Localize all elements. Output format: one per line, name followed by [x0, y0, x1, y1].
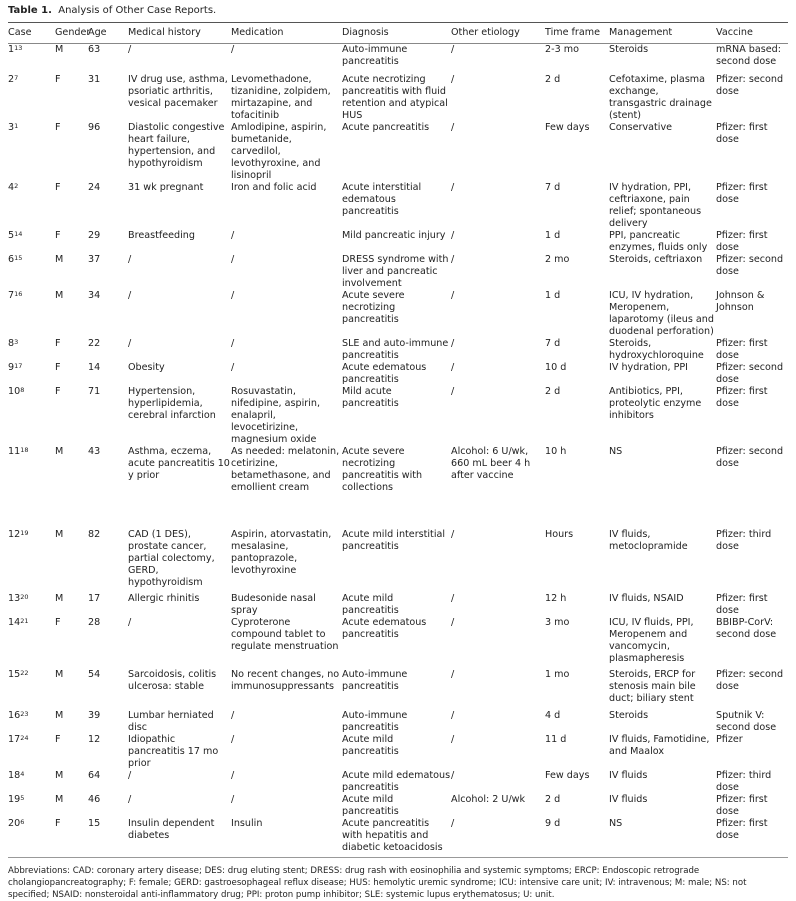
- column-header: Medication: [231, 27, 284, 38]
- table-row: [8, 593, 788, 617]
- etiology-cell: /: [451, 616, 455, 628]
- table-row: [8, 617, 788, 669]
- time-cell: 2-3 mo: [545, 44, 579, 55]
- gender-cell: M: [55, 445, 64, 457]
- case-number: 11: [8, 445, 21, 457]
- reference-number: 23: [20, 709, 29, 718]
- age-cell: 28: [88, 616, 101, 628]
- age-cell: 46: [88, 793, 101, 805]
- column-header: Other etiology: [451, 27, 520, 38]
- diagnosis-cell: Acute severe necrotizing pancreatitis with collections: [342, 445, 423, 493]
- reference-number: 20: [20, 592, 29, 601]
- age-cell: 29: [88, 229, 101, 241]
- medication-cell: /: [231, 769, 235, 781]
- etiology-cell: /: [451, 73, 455, 85]
- time-cell: 9 d: [545, 817, 561, 829]
- management-cell: IV fluids, NSAID: [609, 592, 684, 604]
- medication-cell: /: [231, 253, 235, 265]
- vaccine-cell: Pfizer: first dose: [716, 385, 768, 409]
- vaccine-cell: Pfizer: first dose: [716, 229, 768, 253]
- medication-cell: Iron and folic acid: [231, 181, 317, 193]
- header-row: [8, 23, 788, 44]
- case-number: 2: [8, 73, 15, 85]
- age-cell: 12: [88, 733, 101, 745]
- gender-cell: F: [55, 385, 61, 397]
- history-cell: /: [128, 44, 132, 55]
- history-cell: Lumbar herniated disc: [128, 709, 214, 733]
- gender-cell: F: [55, 733, 61, 745]
- management-cell: IV fluids, Famotidine, and Maalox: [609, 733, 710, 757]
- diagnosis-cell: Acute pancreatitis with hepatitis and diabetic ketoacidosis: [342, 817, 443, 853]
- medication-cell: /: [231, 733, 235, 745]
- age-cell: 71: [88, 385, 101, 397]
- medication-cell: /: [231, 44, 235, 55]
- etiology-cell: /: [451, 592, 455, 604]
- table-row: [8, 818, 788, 858]
- etiology-cell: /: [451, 668, 455, 680]
- vaccine-cell: Pfizer: second dose: [716, 668, 784, 692]
- reference-number: 5: [20, 793, 25, 802]
- case-cell: [8, 44, 55, 74]
- diagnosis-cell: Acute mild interstitial pancreatitis: [342, 528, 446, 552]
- age-cell: 43: [88, 445, 101, 457]
- gender-cell: F: [55, 616, 61, 628]
- case-number: 3: [8, 121, 15, 133]
- case-number: 4: [8, 181, 15, 193]
- time-cell: 7 d: [545, 337, 561, 349]
- vaccine-cell: Pfizer: [716, 733, 743, 745]
- time-cell: 7 d: [545, 181, 561, 193]
- diagnosis-cell: Acute mild edematous pancreatitis: [342, 769, 451, 793]
- case-number: 16: [8, 709, 21, 721]
- case-cell: [8, 182, 55, 230]
- management-cell: Cefotaxime, plasma exchange, transgastric drainage (stent): [609, 73, 712, 121]
- time-cell: 1 d: [545, 229, 561, 241]
- history-cell: /: [128, 253, 132, 265]
- reference-number: 6: [20, 817, 25, 826]
- medication-cell: Budesonide nasal spray: [231, 592, 316, 616]
- medication-cell: Insulin: [231, 817, 263, 829]
- history-cell: Insulin dependent diabetes: [128, 817, 215, 841]
- history-cell: /: [128, 337, 132, 349]
- diagnosis-cell: Acute pancreatitis: [342, 121, 430, 133]
- gender-cell: F: [55, 337, 61, 349]
- medication-cell: No recent changes, no immunosuppressants: [231, 668, 340, 692]
- management-cell: Conservative: [609, 121, 673, 133]
- vaccine-cell: Pfizer: second dose: [716, 253, 784, 277]
- case-cell: [8, 529, 55, 593]
- etiology-cell: /: [451, 733, 455, 745]
- history-cell: Asthma, eczema, acute pancreatitis 10 y prior: [128, 445, 230, 481]
- gender-cell: F: [55, 181, 61, 193]
- case-number: 19: [8, 793, 21, 805]
- column-header: Time frame: [545, 27, 600, 38]
- history-cell: /: [128, 616, 132, 628]
- age-cell: 14: [88, 361, 101, 373]
- gender-cell: F: [55, 817, 61, 829]
- medication-cell: /: [231, 337, 235, 349]
- diagnosis-cell: Acute necrotizing pancreatitis with fluid retention and atypical HUS: [342, 73, 448, 121]
- vaccine-cell: Pfizer: first dose: [716, 817, 768, 841]
- age-cell: 64: [88, 769, 101, 781]
- management-cell: Steroids, hydroxychloroquine: [609, 337, 704, 361]
- gender-cell: F: [55, 121, 61, 133]
- table-row: [8, 182, 788, 230]
- reference-number: 22: [20, 668, 29, 677]
- reference-number: 7: [14, 73, 19, 82]
- medication-cell: Aspirin, atorvastatin, mesalasine, pantoprazole, levothyroxine: [231, 528, 332, 576]
- diagnosis-cell: Acute mild pancreatitis: [342, 592, 399, 616]
- age-cell: 15: [88, 817, 101, 829]
- reference-number: 4: [20, 769, 25, 778]
- reference-number: 13: [14, 44, 23, 52]
- table-row: [8, 770, 788, 794]
- vaccine-cell: mRNA based: second dose: [716, 44, 781, 67]
- vaccine-cell: Pfizer: third dose: [716, 528, 772, 552]
- reference-number: 3: [14, 337, 19, 346]
- history-cell: CAD (1 DES), prostate cancer, partial colectomy, GERD, hypothyroidism: [128, 528, 215, 588]
- case-cell: [8, 386, 55, 446]
- diagnosis-cell: DRESS syndrome with liver and pancreatic involvement: [342, 253, 449, 289]
- table-row: [8, 446, 788, 529]
- history-cell: Breastfeeding: [128, 229, 195, 241]
- medication-cell: Rosuvastatin, nifedipine, aspirin, enalapril, levocetirizine, magnesium oxide: [231, 385, 320, 445]
- vaccine-cell: Pfizer: first dose: [716, 337, 768, 361]
- diagnosis-cell: Acute severe necrotizing pancreatitis: [342, 289, 405, 325]
- column-header: Diagnosis: [342, 27, 389, 38]
- reference-number: 19: [20, 528, 29, 537]
- history-cell: IV drug use, asthma, psoriatic arthritis, vesical pacemaker: [128, 73, 228, 109]
- etiology-cell: /: [451, 289, 455, 301]
- case-cell: [8, 362, 55, 386]
- case-number: 6: [8, 253, 15, 265]
- case-cell: [8, 290, 55, 338]
- diagnosis-cell: SLE and auto-immune pancreatitis: [342, 337, 449, 361]
- reference-number: 1: [14, 121, 19, 130]
- table-row: [8, 794, 788, 818]
- vaccine-cell: Pfizer: first dose: [716, 181, 768, 205]
- history-cell: Allergic rhinitis: [128, 592, 200, 604]
- management-cell: ICU, IV fluids, PPI, Meropenem and vancomycin, plasmapheresis: [609, 616, 694, 664]
- case-cell: [8, 338, 55, 362]
- table-caption: [8, 4, 788, 18]
- diagnosis-cell: Acute edematous pancreatitis: [342, 361, 427, 385]
- case-number: 20: [8, 817, 21, 829]
- case-cell: [8, 710, 55, 734]
- case-cell: [8, 669, 55, 710]
- case-cell: [8, 818, 55, 858]
- management-cell: IV fluids: [609, 769, 648, 781]
- table-row: [8, 44, 788, 74]
- diagnosis-cell: Auto-immune pancreatitis: [342, 668, 408, 692]
- case-cell: [8, 617, 55, 669]
- etiology-cell: /: [451, 528, 455, 540]
- case-cell: [8, 770, 55, 794]
- abbreviations-note: Abbreviations: CAD: coronary artery disease; DES: drug eluting stent; DRESS: drug rash with eosinophilia and systemic symptoms; ERCP: Endoscopic retrograde cholangiopancreatography; F: female; GERD: gastroesophageal reflux disease; HUS: hemolytic uremic syndrome; ICU: intensive care unit; IV: intravenous; M: male; NS: not specified; NSAID: nonsteroidal anti-inflammatory drug; PPI: proton pump inhibitor; SLE: systemic lupus erythematosus; U: unit.: [8, 866, 747, 900]
- table-title: Analysis of Other Case Reports.: [58, 5, 217, 16]
- table-row: [8, 74, 788, 122]
- management-cell: IV fluids, metoclopramide: [609, 528, 688, 552]
- time-cell: 10 h: [545, 445, 567, 457]
- case-number: 10: [8, 385, 21, 397]
- table-row: [8, 386, 788, 446]
- management-cell: Steroids: [609, 709, 649, 721]
- table-figure: [8, 4, 788, 901]
- age-cell: 54: [88, 668, 101, 680]
- case-number: 12: [8, 528, 21, 540]
- diagnosis-cell: Acute edematous pancreatitis: [342, 616, 427, 640]
- table-row: [8, 710, 788, 734]
- medication-cell: Amlodipine, aspirin, bumetanide, carvedilol, levothyroxine, and lisinopril: [231, 121, 327, 181]
- table-row: [8, 290, 788, 338]
- gender-cell: M: [55, 592, 64, 604]
- time-cell: 3 mo: [545, 616, 570, 628]
- column-header: Medical history: [128, 27, 201, 38]
- case-cell: [8, 254, 55, 290]
- history-cell: 31 wk pregnant: [128, 181, 204, 193]
- case-number: 17: [8, 733, 21, 745]
- gender-cell: M: [55, 528, 64, 540]
- vaccine-cell: Johnson & Johnson: [716, 289, 765, 313]
- gender-cell: M: [55, 289, 64, 301]
- table-row: [8, 338, 788, 362]
- reference-number: 18: [20, 445, 29, 454]
- age-cell: 22: [88, 337, 101, 349]
- etiology-cell: /: [451, 253, 455, 265]
- case-number: 15: [8, 668, 21, 680]
- etiology-cell: /: [451, 181, 455, 193]
- history-cell: /: [128, 769, 132, 781]
- management-cell: Steroids: [609, 44, 649, 55]
- case-cell: [8, 794, 55, 818]
- time-cell: 2 mo: [545, 253, 570, 265]
- age-cell: 24: [88, 181, 101, 193]
- etiology-cell: /: [451, 709, 455, 721]
- vaccine-cell: Pfizer: second dose: [716, 361, 784, 385]
- reference-number: 24: [20, 733, 29, 742]
- time-cell: 10 d: [545, 361, 567, 373]
- column-header: Case: [8, 27, 32, 38]
- history-cell: /: [128, 289, 132, 301]
- reference-number: 8: [20, 385, 25, 394]
- diagnosis-cell: Acute mild pancreatitis: [342, 793, 399, 817]
- reference-number: 15: [14, 253, 23, 262]
- management-cell: Antibiotics, PPI, proteolytic enzyme inhibitors: [609, 385, 702, 421]
- etiology-cell: /: [451, 817, 455, 829]
- time-cell: 12 h: [545, 592, 567, 604]
- management-cell: IV hydration, PPI: [609, 361, 688, 373]
- history-cell: Sarcoidosis, colitis ulcerosa: stable: [128, 668, 217, 692]
- etiology-cell: /: [451, 44, 455, 55]
- management-cell: Steroids, ERCP for stenosis main bile duct; biliary stent: [609, 668, 696, 704]
- column-header: Age: [88, 27, 107, 38]
- case-cell: [8, 122, 55, 182]
- vaccine-cell: Pfizer: second dose: [716, 73, 784, 97]
- age-cell: 34: [88, 289, 101, 301]
- gender-cell: F: [55, 229, 61, 241]
- vaccine-cell: Pfizer: first dose: [716, 793, 768, 817]
- gender-cell: M: [55, 769, 64, 781]
- medication-cell: Cyproterone compound tablet to regulate menstruation: [231, 616, 339, 652]
- age-cell: 96: [88, 121, 101, 133]
- vaccine-cell: Pfizer: second dose: [716, 445, 784, 469]
- medication-cell: /: [231, 709, 235, 721]
- reference-number: 21: [20, 616, 29, 625]
- case-number: 5: [8, 229, 15, 241]
- etiology-cell: /: [451, 361, 455, 373]
- table-row: [8, 254, 788, 290]
- medication-cell: /: [231, 289, 235, 301]
- time-cell: 2 d: [545, 385, 561, 397]
- reference-number: 16: [14, 289, 23, 298]
- vaccine-cell: Pfizer: third dose: [716, 769, 772, 793]
- case-number: 18: [8, 769, 21, 781]
- etiology-cell: /: [451, 121, 455, 133]
- management-cell: ICU, IV hydration, Meropenem, laparotomy (ileus and duodenal perforation): [609, 289, 714, 337]
- history-cell: Diastolic congestive heart failure, hypertension, and hypothyroidism: [128, 121, 225, 169]
- gender-cell: M: [55, 253, 64, 265]
- reference-number: 14: [14, 229, 23, 238]
- table-row: [8, 230, 788, 254]
- etiology-cell: /: [451, 769, 455, 781]
- time-cell: Few days: [545, 121, 590, 133]
- gender-cell: F: [55, 361, 61, 373]
- age-cell: 82: [88, 528, 101, 540]
- age-cell: 31: [88, 73, 101, 85]
- time-cell: Few days: [545, 769, 590, 781]
- diagnosis-cell: Acute interstitial edematous pancreatitis: [342, 181, 422, 217]
- history-cell: Idiopathic pancreatitis 17 mo prior: [128, 733, 219, 769]
- etiology-cell: Alcohol: 6 U/wk, 660 mL beer 4 h after vaccine: [451, 445, 531, 481]
- etiology-cell: /: [451, 337, 455, 349]
- age-cell: 37: [88, 253, 101, 265]
- management-cell: NS: [609, 817, 623, 829]
- management-cell: IV hydration, PPI, ceftriaxone, pain relief; spontaneous delivery: [609, 181, 702, 229]
- management-cell: PPI, pancreatic enzymes, fluids only: [609, 229, 708, 253]
- age-cell: 63: [88, 44, 101, 55]
- gender-cell: M: [55, 44, 64, 55]
- table-label: Table 1.: [8, 5, 52, 16]
- time-cell: 1 mo: [545, 668, 570, 680]
- vaccine-cell: Pfizer: first dose: [716, 121, 768, 145]
- vaccine-cell: Sputnik V: second dose: [716, 709, 777, 733]
- case-number: 8: [8, 337, 15, 349]
- reference-number: 2: [14, 181, 19, 190]
- vaccine-cell: BBIBP-CorV: second dose: [716, 616, 777, 640]
- medication-cell: As needed: melatonin, cetirizine, betamethasone, and emollient cream: [231, 445, 340, 493]
- diagnosis-cell: Acute mild pancreatitis: [342, 733, 399, 757]
- management-cell: IV fluids: [609, 793, 648, 805]
- history-cell: /: [128, 793, 132, 805]
- history-cell: Obesity: [128, 361, 165, 373]
- gender-cell: M: [55, 709, 64, 721]
- gender-cell: M: [55, 668, 64, 680]
- management-cell: Steroids, ceftriaxon: [609, 253, 703, 265]
- table-row: [8, 529, 788, 593]
- time-cell: 11 d: [545, 733, 567, 745]
- case-reports-table: [8, 22, 788, 858]
- case-cell: [8, 734, 55, 770]
- etiology-cell: /: [451, 229, 455, 241]
- table-row: [8, 734, 788, 770]
- time-cell: Hours: [545, 528, 574, 540]
- age-cell: 39: [88, 709, 101, 721]
- management-cell: NS: [609, 445, 623, 457]
- table-body: [8, 44, 788, 858]
- column-header: Management: [609, 27, 673, 38]
- vaccine-cell: Pfizer: first dose: [716, 592, 768, 616]
- time-cell: 2 d: [545, 793, 561, 805]
- time-cell: 4 d: [545, 709, 561, 721]
- gender-cell: M: [55, 793, 64, 805]
- case-number: 7: [8, 289, 15, 301]
- medication-cell: Levomethadone, tizanidine, zolpidem, mirtazapine, and tofacitinib: [231, 73, 331, 121]
- diagnosis-cell: Auto-immune pancreatitis: [342, 44, 408, 67]
- case-cell: [8, 446, 55, 529]
- diagnosis-cell: Mild acute pancreatitis: [342, 385, 399, 409]
- history-cell: Hypertension, hyperlipidemia, cerebral infarction: [128, 385, 216, 421]
- etiology-cell: /: [451, 385, 455, 397]
- age-cell: 17: [88, 592, 101, 604]
- medication-cell: /: [231, 793, 235, 805]
- time-cell: 2 d: [545, 73, 561, 85]
- case-cell: [8, 593, 55, 617]
- reference-number: 17: [14, 361, 23, 370]
- column-header: Gender: [55, 27, 91, 38]
- diagnosis-cell: Auto-immune pancreatitis: [342, 709, 408, 733]
- medication-cell: /: [231, 361, 235, 373]
- gender-cell: F: [55, 73, 61, 85]
- medication-cell: /: [231, 229, 235, 241]
- case-number: 1: [8, 44, 15, 55]
- diagnosis-cell: Mild pancreatic injury: [342, 229, 446, 241]
- table-row: [8, 362, 788, 386]
- case-number: 9: [8, 361, 15, 373]
- table-row: [8, 669, 788, 710]
- case-number: 14: [8, 616, 21, 628]
- case-number: 13: [8, 592, 21, 604]
- case-cell: [8, 74, 55, 122]
- case-cell: [8, 230, 55, 254]
- etiology-cell: Alcohol: 2 U/wk: [451, 793, 526, 805]
- column-header: Vaccine: [716, 27, 753, 38]
- time-cell: 1 d: [545, 289, 561, 301]
- table-row: [8, 122, 788, 182]
